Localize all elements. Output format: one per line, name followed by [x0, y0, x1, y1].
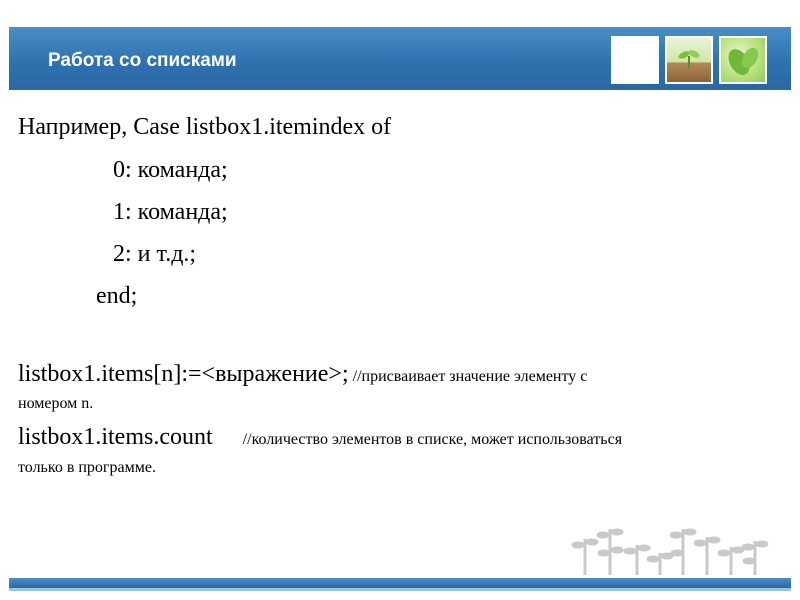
code-items-assign: listbox1.items[n]:=<выражение>; — [18, 361, 349, 387]
footer-bar — [9, 578, 791, 588]
text-line-end: end; — [96, 283, 138, 309]
plants-decoration-icon — [565, 515, 790, 577]
comment-items-count: //количество элементов в списке, может использоваться — [242, 431, 623, 448]
leaf-thumbnail-icon — [719, 36, 767, 84]
text-line-case-1: 1: команда; — [113, 199, 228, 225]
footer-bar-accent — [9, 588, 791, 591]
text-line-case-0: 0: команда; — [113, 157, 228, 183]
text-line-case: Например, Case listbox1.itemindex of — [18, 114, 392, 140]
text-line-items-assign — [18, 361, 587, 388]
sprout-thumbnail-icon — [665, 36, 713, 84]
blank-thumbnail-icon — [611, 36, 659, 84]
text-line-items-assign-cont: номером n. — [18, 395, 94, 412]
slide-title: Работа со списками — [48, 50, 237, 71]
text-line-items-count-cont: только в программе. — [18, 459, 156, 476]
code-items-count: listbox1.items.count — [18, 424, 213, 450]
text-line-items-count — [18, 424, 622, 451]
text-line-case-2: 2: и т.д.; — [113, 241, 197, 267]
comment-items-assign: //присваивает значение элементу с — [348, 368, 588, 385]
header-top-margin — [9, 0, 791, 27]
